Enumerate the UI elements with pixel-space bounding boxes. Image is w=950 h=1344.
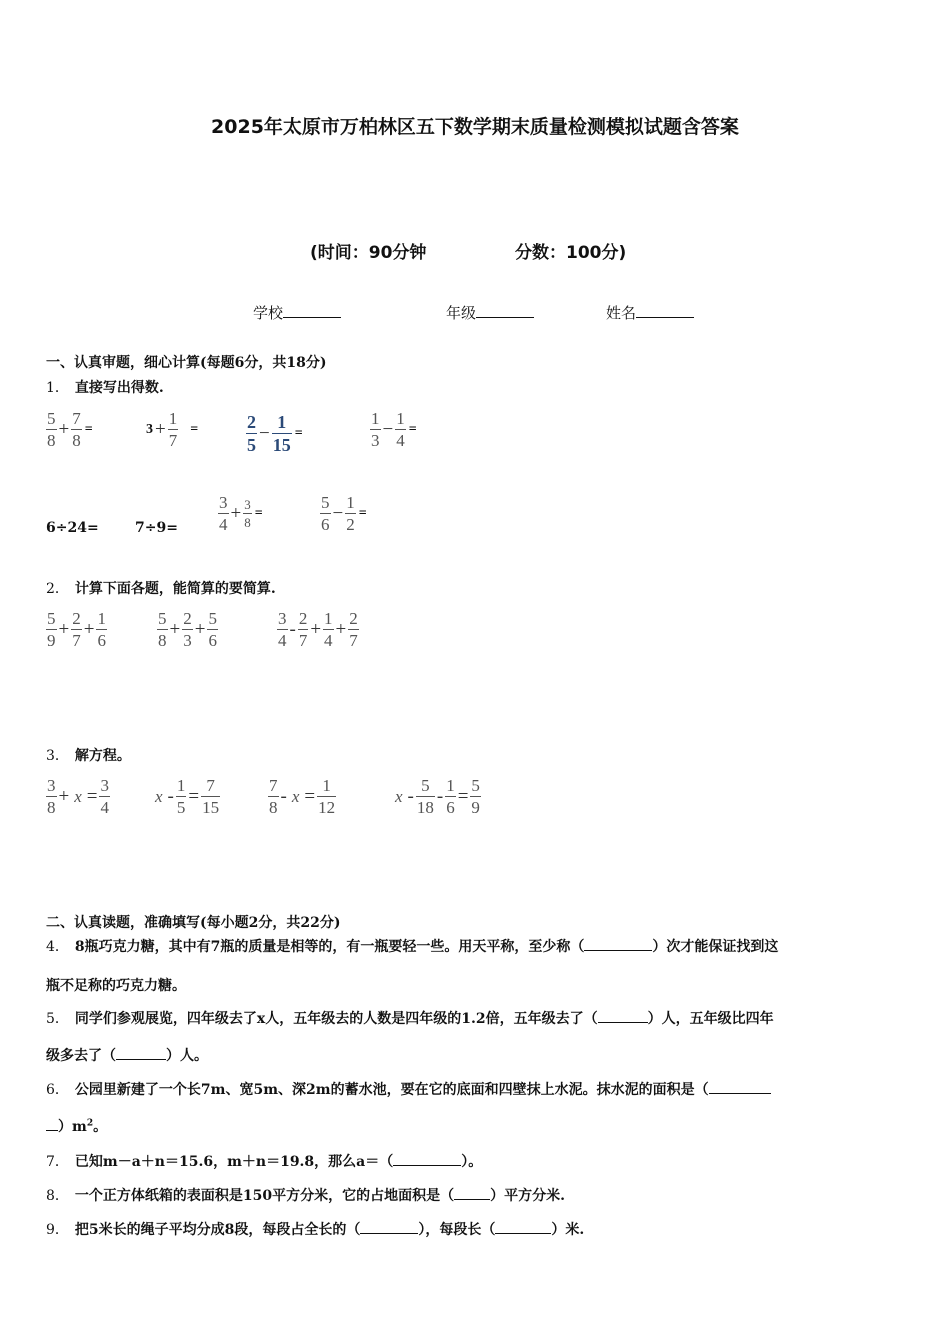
q2-title: 2． 计算下面各题，能简算的要简算. [46, 581, 276, 597]
q3-eq-2: x - $\frac{1}{5}$ = $\frac{7}{15}$ [155, 776, 220, 817]
q9-line: 9． 把5米长的绳子平均分成8段，每段占全长的（ ），每段长（ ）米. [46, 1222, 585, 1238]
q1-title: 1． 直接写出得数. [46, 380, 164, 396]
school-field[interactable] [253, 302, 341, 323]
fraction: $\frac{5}{8}$ [47, 409, 56, 450]
name-label: 姓名 [606, 304, 637, 322]
q3-eq-1: $\frac{3}{8}$ + x = $\frac{3}{4}$ [47, 776, 109, 817]
fraction: $\frac{1}{6}$ [446, 776, 455, 817]
grade-label: 年级 [446, 304, 477, 322]
school-label: 学校 [253, 304, 284, 322]
q2-expr-2: $\frac{5}{8}$ + $\frac{2}{3}$ + $\frac{5}{6}$ [158, 609, 217, 650]
fraction: $\frac{7}{8}$ [72, 409, 81, 450]
q4-line-1: 4． 8瓶巧克力糖，其中有7瓶的质量是相等的，有一瓶要轻一些。用天平称，至少称（ ）次才能保证找到这 [46, 939, 779, 955]
fraction: $\frac{7}{8}$ [269, 776, 278, 817]
q7-line: 7． 已知m－a＋n＝15.6，m＋n＝19.8，那么a＝（ ）。 [46, 1154, 483, 1170]
fraction: $\frac{2}{7}$ [298, 609, 308, 650]
fraction: $\frac{3}{4}$ [100, 776, 109, 817]
page-title: 2025年太原市万柏林区五下数学期末质量检测模拟试题含答案 [211, 116, 739, 138]
fraction: $\frac{1}{5}$ [176, 776, 186, 817]
q5-line-2: 级多去了（ ）人。 [46, 1048, 208, 1064]
q6-line-1: 6． 公园里新建了一个长7m、宽5m、深2m的蓄水池，要在它的底面和四壁抹上水泥。抹水泥的面积是（ [46, 1079, 771, 1099]
time-info: (时间：90分钟 [310, 243, 427, 263]
fraction: $\frac{2}{3}$ [183, 609, 192, 650]
fraction: $\frac{1}{4}$ [324, 609, 333, 650]
fraction: $\frac{3}{4}$ [278, 609, 287, 650]
q1-expr-3: $\frac{2}{5}$ − $\frac{1}{15}$ = [247, 412, 303, 455]
fraction: $\frac{1}{12}$ [318, 776, 336, 817]
q1-expr-6: 7÷9= [135, 520, 178, 536]
q4-line-2: 瓶不足称的巧克力糖。 [46, 978, 186, 994]
q3-eq-3: $\frac{7}{8}$ - x = $\frac{1}{12}$ [269, 776, 336, 817]
section2-heading: 二、认真读题，准确填写(每小题2分，共22分) [46, 915, 341, 931]
fraction: $\frac{1}{3}$ [371, 409, 380, 450]
fraction: $\frac{2}{5}$ [247, 412, 256, 455]
fraction: $\frac{2}{7}$ [72, 609, 81, 650]
fraction: $\frac{5}{8}$ [158, 609, 167, 650]
fraction: $\frac{5}{9}$ [47, 609, 56, 650]
q8-line: 8． 一个正方体纸箱的表面积是150平方分米，它的占地面积是（ ）平方分米. [46, 1188, 566, 1204]
q1-expr-1: $\frac{5}{8}$ + $\frac{7}{8}$ = [47, 409, 93, 450]
q4-blank[interactable] [584, 938, 652, 951]
fraction: $\frac{1}{15}$ [272, 412, 291, 455]
q5-blank-1[interactable] [598, 1010, 648, 1023]
grade-field[interactable] [446, 302, 534, 323]
q5-line-1: 5． 同学们参观展览，四年级去了x人，五年级去的人数是四年级的1.2倍，五年级去了（ ）人，五年级比四年 [46, 1011, 774, 1027]
fraction: $\frac{7}{15}$ [202, 776, 220, 817]
q9-blank-2[interactable] [495, 1221, 551, 1234]
fraction: $\frac{3}{4}$ [219, 493, 228, 534]
fraction: $\frac{5}{6}$ [321, 493, 330, 534]
fraction: $\frac{3}{8}$ [47, 776, 56, 817]
q7-blank[interactable] [393, 1153, 461, 1166]
fraction: $\frac{1}{2}$ [346, 493, 355, 534]
q2-expr-3: $\frac{3}{4}$ - $\frac{2}{7}$ + $\frac{1}{4}$ + $\frac{2}{7}$ [278, 609, 358, 650]
fraction: $\frac{5}{6}$ [208, 609, 217, 650]
fraction: $\frac{1}{6}$ [97, 609, 106, 650]
q6-line-2: ）$m^2$。 [46, 1116, 107, 1136]
fraction: $\frac{5}{9}$ [471, 776, 480, 817]
score-info: 分数：100分) [515, 243, 627, 263]
q8-blank[interactable] [454, 1187, 490, 1200]
q3-title: 3． 解方程。 [46, 748, 131, 764]
section1-heading: 一、认真审题，细心计算(每题6分，共18分) [46, 355, 327, 371]
q9-blank-1[interactable] [360, 1221, 418, 1234]
q3-eq-4: x - $\frac{5}{18}$ - $\frac{1}{6}$ = $\frac{5}{9}$ [395, 776, 480, 817]
q2-expr-1: $\frac{5}{9}$ + $\frac{2}{7}$ + $\frac{1}{6}$ [47, 609, 106, 650]
q1-expr-2: 3 + $\frac{1}{7}$ = [146, 409, 199, 450]
q6-blank[interactable] [709, 1081, 771, 1094]
name-field[interactable] [606, 302, 694, 323]
fraction: $\frac{1}{7}$ [168, 409, 178, 450]
q1-expr-8: $\frac{5}{6}$ − $\frac{1}{2}$ = [321, 493, 367, 534]
q1-expr-5: 6÷24= [46, 520, 99, 536]
q5-blank-2[interactable] [116, 1047, 166, 1060]
fraction: $\frac{2}{7}$ [349, 609, 358, 650]
q1-expr-4: $\frac{1}{3}$ − $\frac{1}{4}$ = [371, 409, 417, 450]
fraction: $\frac{3}{8}$ [244, 497, 251, 530]
q1-expr-7: $\frac{3}{4}$ + $\frac{3}{8}$ = [219, 493, 263, 534]
fraction: $\frac{1}{4}$ [396, 409, 405, 450]
fraction: $\frac{5}{18}$ [416, 776, 434, 817]
